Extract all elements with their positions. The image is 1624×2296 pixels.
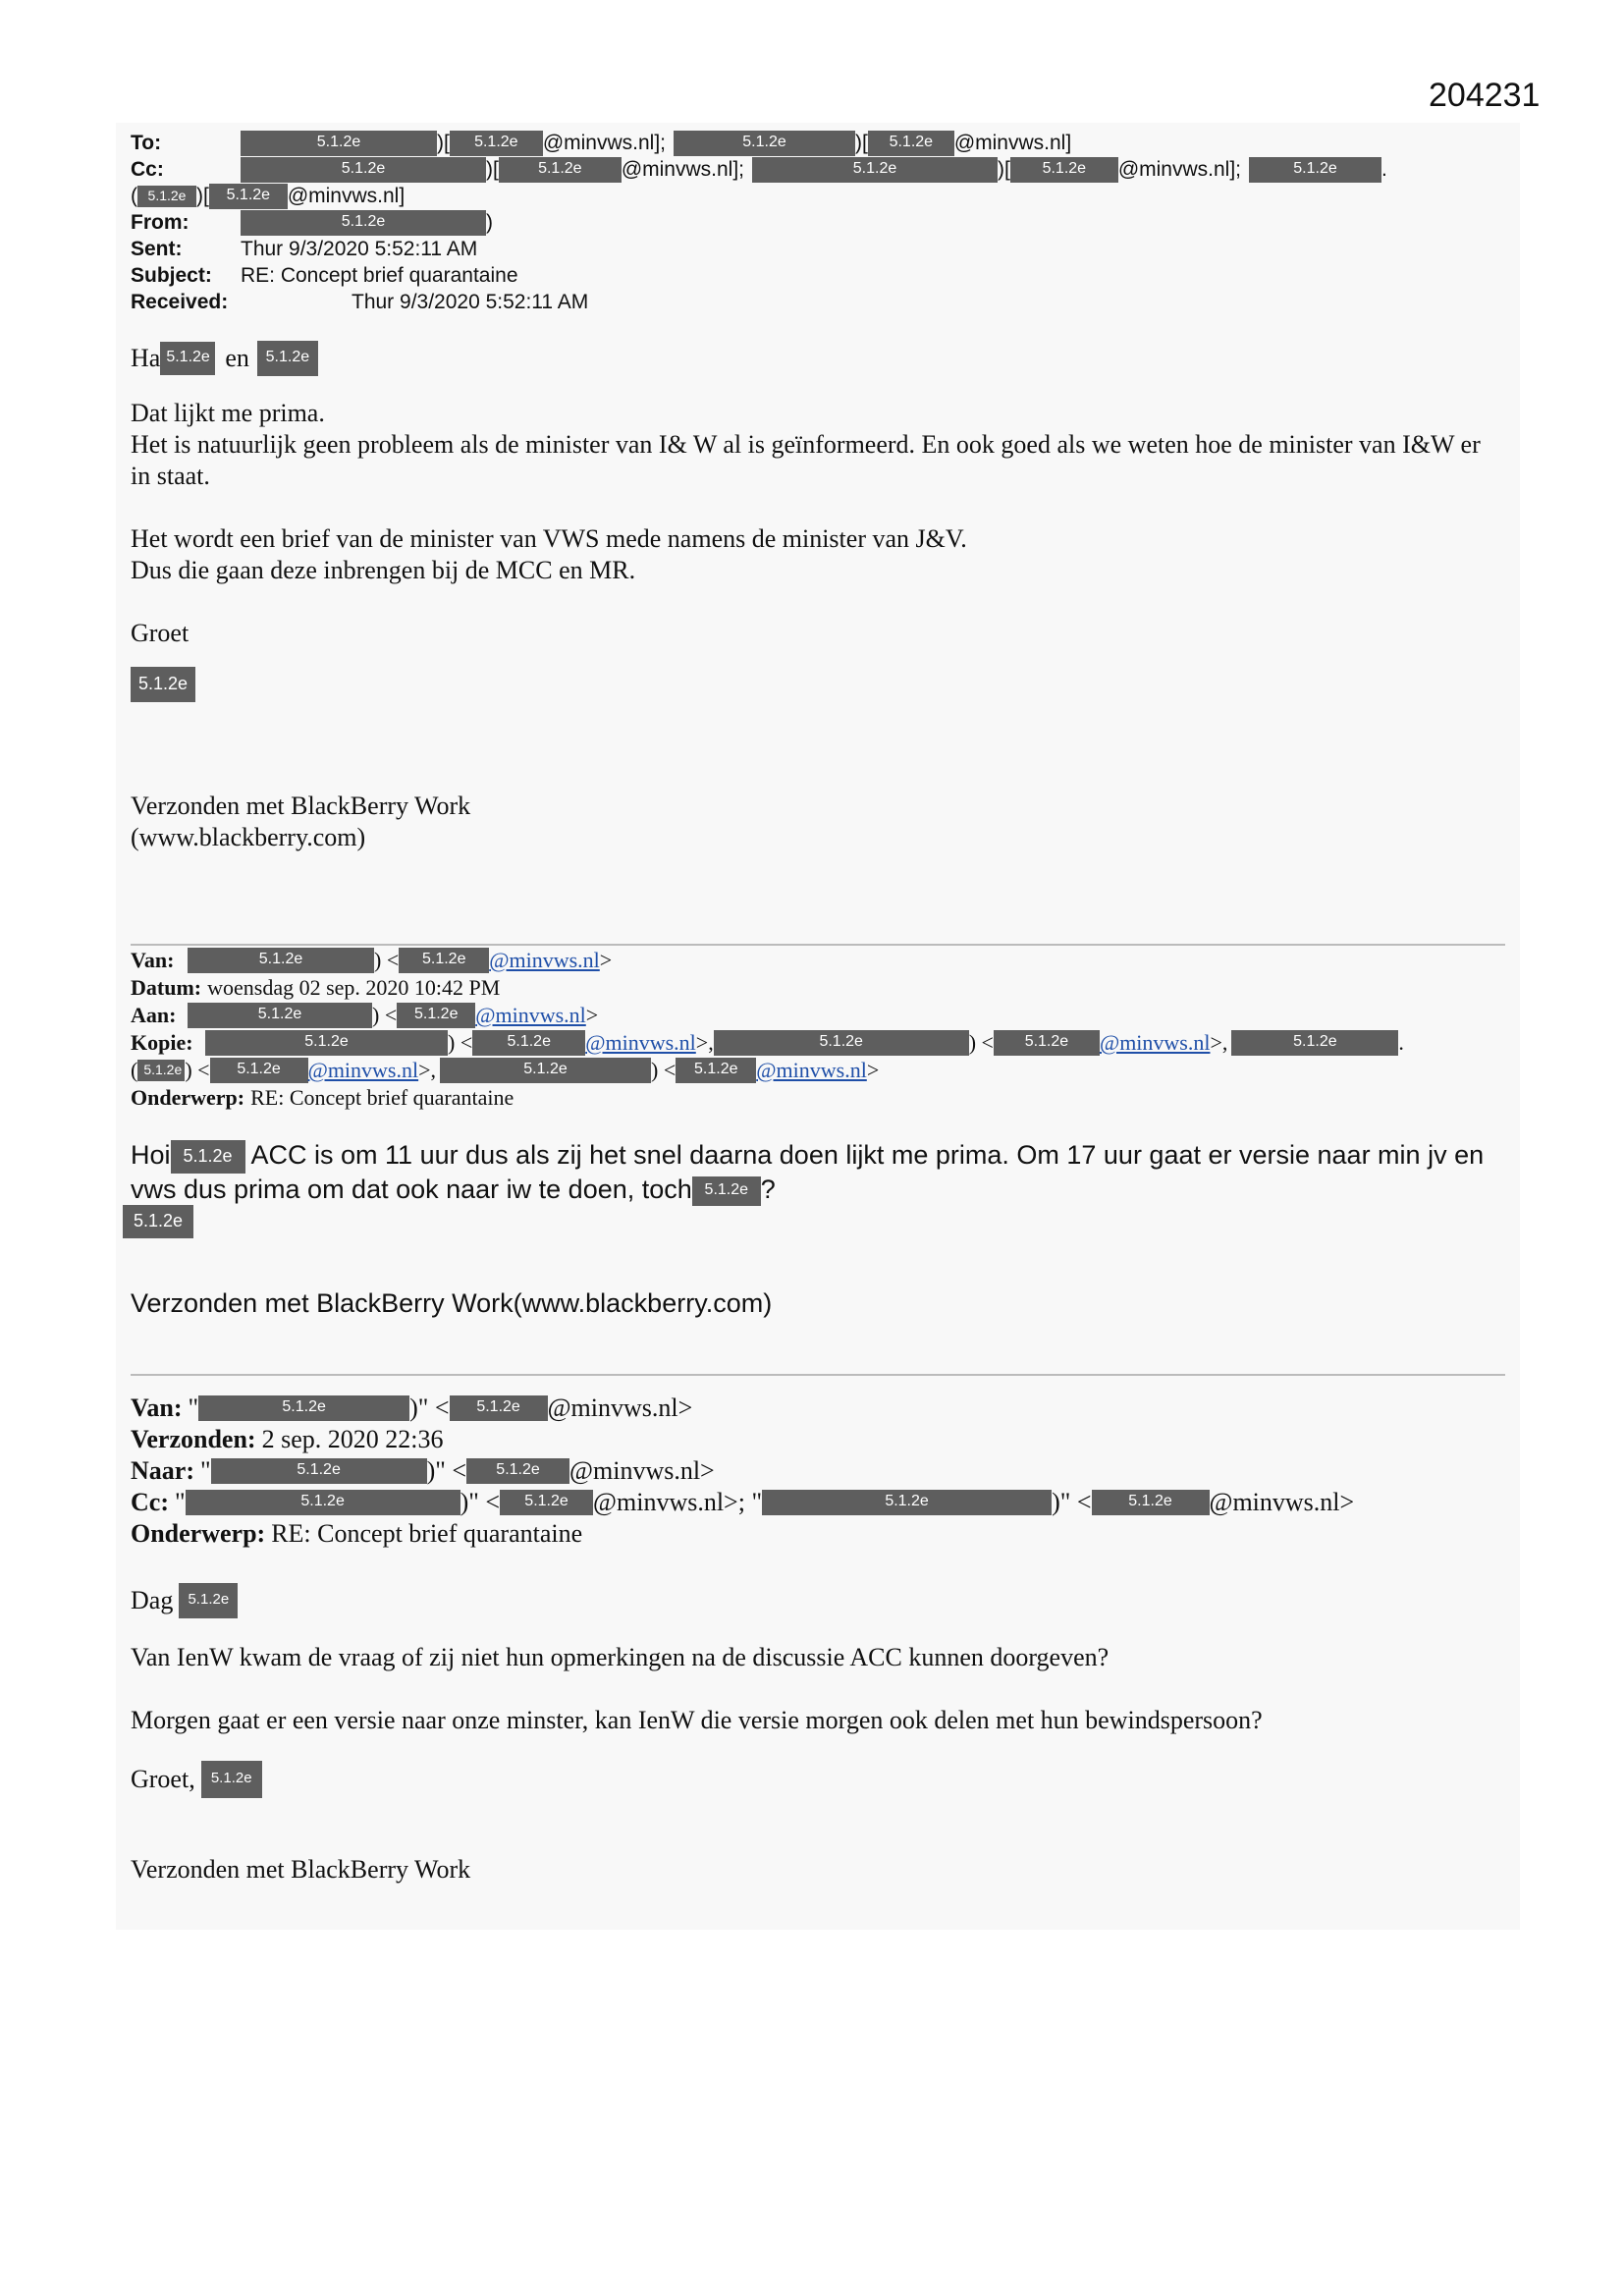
- onderwerp-label: Onderwerp:: [131, 1519, 266, 1548]
- signature-redaction: 5.1.2e: [131, 667, 195, 702]
- message-3-body: [131, 1581, 1505, 1886]
- redaction-box: 5.1.2e: [499, 157, 622, 183]
- to-row: To: 5.1.2e )[ 5.1.2e @minvws.nl]; 5.1.2e )[ 5.1.2e @minvws.nl]: [131, 132, 1072, 154]
- sent-label: Sent:: [131, 238, 183, 260]
- redaction-box: 5.1.2e: [186, 1490, 460, 1515]
- verzonden-value: 2 sep. 2020 22:36: [261, 1425, 444, 1453]
- greeting-hoi: Hoi: [131, 1140, 171, 1170]
- cc-label: Cc:: [131, 158, 164, 181]
- redaction-box: 5.1.2e: [1231, 1030, 1398, 1056]
- signature-line: Verzonden met BlackBerry Work(www.blackberry.com): [131, 1287, 773, 1318]
- sent-row: [131, 236, 1505, 262]
- redaction-box: 5.1.2e: [500, 1490, 593, 1515]
- redaction-box: 5.1.2e: [692, 1176, 761, 1206]
- cc-continued-row: ( 5.1.2e )[ 5.1.2e @minvws.nl]: [131, 185, 406, 207]
- message-line: Van IenW kwam de vraag of zij niet hun opmerkingen na de discussie ACC kunnen doorgeven?: [131, 1643, 1110, 1671]
- van-label: Van:: [131, 1394, 183, 1422]
- verzonden-row: [131, 1424, 1525, 1455]
- redaction-box: 5.1.2e: [1092, 1490, 1210, 1515]
- email-header: [131, 130, 1505, 315]
- greeting-ha: Ha: [131, 344, 161, 372]
- onderwerp-row: [131, 1518, 1525, 1550]
- onderwerp-value: RE: Concept brief quarantaine: [250, 1085, 514, 1110]
- message-2-header: [131, 947, 1525, 1112]
- sent-value: Thur 9/3/2020 5:52:11 AM: [241, 238, 478, 260]
- datum-label: Datum:: [131, 975, 202, 1000]
- to-label: To:: [131, 132, 162, 154]
- redaction-box: 5.1.2e: [397, 1003, 475, 1028]
- redaction-box: 5.1.2e: [188, 1003, 372, 1028]
- van-label: Van:: [131, 948, 175, 972]
- email-domain: @minvws.nl]: [287, 185, 406, 207]
- cc-row: Cc: " 5.1.2e )" < 5.1.2e @minvws.nl>; " 5.1.2e )" < 5.1.2e @minvws.nl>: [131, 1488, 1355, 1516]
- email-link[interactable]: @minvws.nl: [756, 1058, 867, 1082]
- message-line: Dat lijkt me prima.: [131, 399, 325, 427]
- redaction-box: 5.1.2e: [205, 1030, 448, 1056]
- closing: Groet: [131, 619, 189, 647]
- email-address: @minvws.nl>: [569, 1456, 715, 1485]
- message-3-header: [131, 1393, 1525, 1550]
- message-line: Het wordt een brief van de minister van VWS mede namens de minister van J&V.: [131, 524, 967, 553]
- email-domain: @minvws.nl]: [953, 132, 1072, 154]
- kopie-label: Kopie:: [131, 1030, 193, 1055]
- email-link[interactable]: @minvws.nl: [1099, 1030, 1211, 1055]
- redaction-box: 5.1.2e: [179, 1583, 238, 1618]
- from-label: From:: [131, 211, 189, 234]
- redaction-box: 5.1.2e: [241, 157, 486, 183]
- signature-line: Verzonden met BlackBerry Work: [131, 792, 471, 821]
- divider: [131, 944, 1505, 946]
- email-domain: @minvws.nl];: [621, 158, 744, 181]
- redaction-box: 5.1.2e: [1010, 157, 1118, 183]
- email-domain: @minvws.nl];: [542, 132, 666, 154]
- cc-row: Cc: 5.1.2e )[ 5.1.2e @minvws.nl]; 5.1.2e )[ 5.1.2e @minvws.nl]; 5.1.2e .: [131, 158, 1387, 181]
- received-label: Received:: [131, 291, 229, 313]
- aan-label: Aan:: [131, 1003, 177, 1027]
- email-link[interactable]: @minvws.nl: [585, 1030, 696, 1055]
- redaction-box: 5.1.2e: [714, 1030, 969, 1056]
- redaction-box: 5.1.2e: [752, 157, 998, 183]
- redaction-box: 5.1.2e: [994, 1030, 1100, 1056]
- naar-label: Naar:: [131, 1456, 194, 1485]
- onderwerp-value: RE: Concept brief quarantaine: [271, 1519, 583, 1548]
- message-line: Dus die gaan deze inbrengen bij de MCC en MR.: [131, 556, 636, 584]
- received-value: Thur 9/3/2020 5:52:11 AM: [352, 291, 589, 313]
- aan-row: Aan: 5.1.2e ) < 5.1.2e @minvws.nl >: [131, 1003, 599, 1027]
- redaction-box: 5.1.2e: [472, 1030, 585, 1056]
- redaction-box: 5.1.2e: [160, 342, 215, 375]
- redaction-box: 5.1.2e: [762, 1490, 1052, 1515]
- redaction-box: 5.1.2e: [210, 1058, 308, 1083]
- email-address: @minvws.nl>: [547, 1394, 693, 1422]
- email-domain: @minvws.nl];: [1117, 158, 1241, 181]
- redaction-box: 5.1.2e: [257, 341, 318, 376]
- email-address: @minvws.nl>; ": [593, 1488, 763, 1516]
- greeting-en: en: [225, 344, 249, 372]
- redaction-box: 5.1.2e: [137, 186, 196, 207]
- subject-value: RE: Concept brief quarantaine: [241, 264, 518, 287]
- message-line: Het is natuurlijk geen probleem als de minister van I& W al is geïnformeerd. En ook goed als we weten hoe de minister van I&W er in staat.: [131, 430, 1481, 490]
- redaction-box: 5.1.2e: [211, 1458, 427, 1484]
- redaction-box: 5.1.2e: [198, 1395, 409, 1421]
- message-line: Morgen gaat er een versie naar onze minster, kan IenW die versie morgen ook delen met hun bewindspersoon?: [131, 1706, 1263, 1734]
- closing: Groet,: [131, 1765, 195, 1793]
- subject-row: [131, 262, 1505, 289]
- redaction-box: 5.1.2e: [450, 1395, 548, 1421]
- email-link[interactable]: @minvws.nl: [475, 1003, 586, 1027]
- verzonden-label: Verzonden:: [131, 1425, 256, 1453]
- cc-label: Cc:: [131, 1488, 169, 1516]
- redaction-box: 5.1.2e: [676, 1058, 756, 1083]
- redaction-box: 5.1.2e: [137, 1060, 185, 1081]
- signature-redaction: 5.1.2e: [123, 1205, 193, 1238]
- onderwerp-row: [131, 1084, 1525, 1112]
- redaction-box: 5.1.2e: [209, 184, 288, 209]
- signature-line: Verzonden met BlackBerry Work: [131, 1855, 471, 1884]
- message-1-body: [131, 339, 1505, 853]
- redaction-box: 5.1.2e: [241, 131, 437, 156]
- redaction-box: 5.1.2e: [868, 131, 954, 156]
- signature-redaction: 5.1.2e: [201, 1761, 262, 1798]
- document-number: 204231: [1429, 77, 1541, 114]
- divider: [131, 1374, 1505, 1376]
- email-address: @minvws.nl>: [1209, 1488, 1355, 1516]
- email-link[interactable]: @minvws.nl: [489, 948, 600, 972]
- datum-value: woensdag 02 sep. 2020 10:42 PM: [207, 975, 501, 1000]
- datum-row: [131, 974, 1525, 1002]
- onderwerp-label: Onderwerp:: [131, 1085, 245, 1110]
- message-text: ACC is om 11 uur dus als zij het snel daarna doen lijkt me prima. Om 17 uur gaat er versie naar min jv en vws dus prima om dat ook naar iw te doen, toch: [131, 1140, 1485, 1204]
- signature-line: (www.blackberry.com): [131, 823, 366, 852]
- redaction-box: 5.1.2e: [1249, 157, 1381, 183]
- redaction-box: 5.1.2e: [241, 210, 486, 236]
- van-row: Van: 5.1.2e ) < 5.1.2e @minvws.nl >: [131, 948, 613, 972]
- subject-label: Subject:: [131, 264, 212, 287]
- kopie-continued-row: ( 5.1.2e ) < 5.1.2e @minvws.nl >, 5.1.2e ) < 5.1.2e @minvws.nl >: [131, 1058, 880, 1082]
- redaction-box: 5.1.2e: [450, 131, 543, 156]
- kopie-row: Kopie: 5.1.2e ) < 5.1.2e @minvws.nl >, 5.1.2e ) < 5.1.2e @minvws.nl >, 5.1.2e .: [131, 1030, 1404, 1055]
- redaction-box: 5.1.2e: [171, 1140, 245, 1174]
- naar-row: Naar: " 5.1.2e )" < 5.1.2e @minvws.nl>: [131, 1456, 715, 1485]
- email-link[interactable]: @minvws.nl: [307, 1058, 419, 1082]
- redaction-box: 5.1.2e: [399, 948, 489, 973]
- from-row: From: 5.1.2e ): [131, 211, 493, 234]
- redaction-box: 5.1.2e: [188, 948, 374, 973]
- van-row: Van: " 5.1.2e )" < 5.1.2e @minvws.nl>: [131, 1394, 693, 1422]
- redaction-box: 5.1.2e: [466, 1458, 569, 1484]
- greeting-dag: Dag: [131, 1586, 174, 1614]
- message-2-body: Hoi 5.1.2e ACC is om 11 uur dus als zij het snel daarna doen lijkt me prima. Om 17 uur gaat er versie naar min jv en vws dus prima om dat ook naar iw te doen, toch 5.1.2e ? 5.1.2e Verzonden met BlackBerry Work(www.blackberry.com): [131, 1139, 1505, 1320]
- received-row: [131, 289, 1505, 315]
- redaction-box: 5.1.2e: [440, 1058, 651, 1083]
- redaction-box: 5.1.2e: [674, 131, 855, 156]
